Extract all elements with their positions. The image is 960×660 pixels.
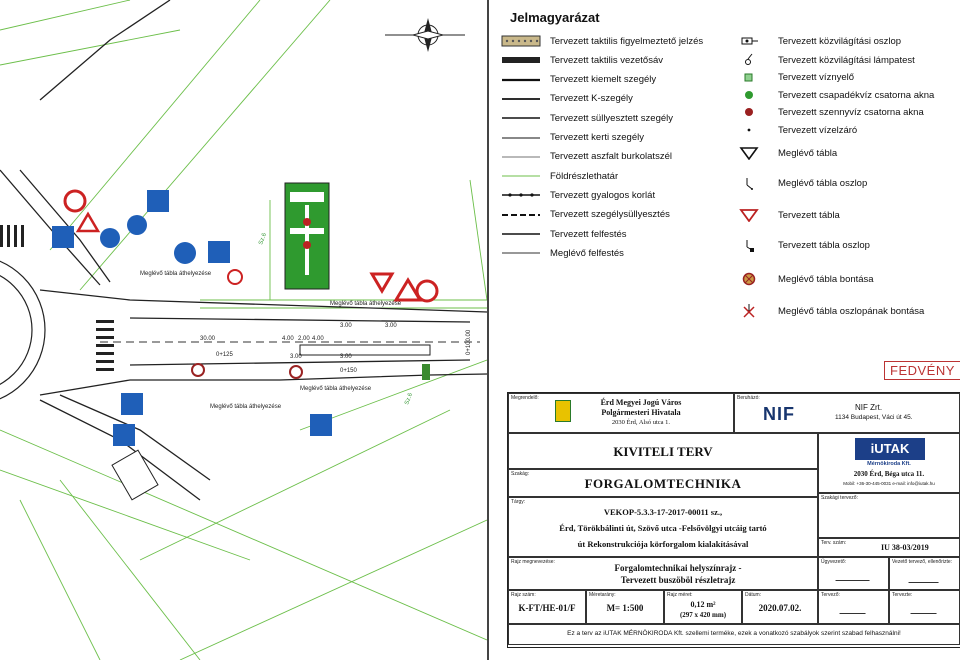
legend-item-tactile-guide — [500, 51, 663, 69]
plan-label: Sz.6 — [258, 232, 268, 246]
client-address: 2030 Érd, Alsó utca 1. — [611, 419, 671, 426]
drawing-number-label: Rajz szám: — [511, 592, 536, 598]
plan-label: 3.00 — [340, 354, 352, 360]
signature-icon — [839, 605, 868, 614]
legend-label: Tervezett kerti szegély — [550, 132, 644, 143]
designer-cell — [818, 433, 960, 493]
legend-title: Jelmagyarázat — [510, 10, 600, 25]
legend-label: Tervezett víznyelő — [778, 71, 855, 83]
tactile-guide-icon — [500, 53, 542, 67]
legend-item-water-drain — [728, 68, 854, 86]
sheet-divider — [487, 0, 489, 660]
water-drain-icon — [728, 70, 770, 84]
legend-label: Földrészlethatár — [550, 170, 619, 182]
legend-item-sunken-curb — [500, 109, 673, 127]
legend-item-planned-sign-post — [728, 236, 870, 254]
reviewer-label: Szakági tervező: — [821, 495, 858, 501]
plan-label: 3.00 — [290, 354, 302, 360]
plan-label: 4.00 — [282, 336, 294, 342]
water-valve-icon — [728, 123, 770, 137]
chief-designer-label: Vezető tervező, ellenőrizte: — [892, 559, 953, 565]
designer-sub: Mérnökiroda Kft. — [867, 461, 911, 467]
legend-label: Meglévő tábla oszlopának bontása — [778, 305, 925, 317]
drawing-number: K-FT/HE-01/F — [518, 603, 576, 613]
legend-item-existing-marking — [500, 244, 624, 262]
storm-manhole-icon — [728, 88, 770, 102]
plan-label: 2.00 — [298, 336, 310, 342]
legend-label: Tervezett csapadékvíz csatorna akna — [778, 89, 935, 101]
builder-label: Beruházó: — [737, 395, 760, 401]
garden-curb-icon — [500, 131, 542, 145]
plan-number: IU 38-03/2019 — [881, 543, 929, 552]
project-label: Tárgy: — [511, 499, 526, 505]
designer-address: 2030 Érd, Béga utca 11. — [853, 470, 925, 478]
zebra-crossing — [96, 320, 114, 371]
discipline-label: Szakág: — [511, 471, 530, 477]
direction-sign — [285, 183, 329, 289]
legend-item-parcel-boundary — [500, 167, 618, 185]
scale: M= 1:500 — [606, 603, 644, 613]
designer-role-label: Tervező: — [821, 592, 840, 598]
plan-label: 0+150 — [340, 368, 357, 374]
footer-cell — [508, 624, 960, 645]
plan-label: Meglévő tábla áthelyezése — [330, 301, 402, 307]
legend-label: Meglévő tábla oszlop — [778, 177, 868, 189]
plan-label: 30.00 — [200, 336, 216, 342]
legend-item-planned-sign — [728, 206, 840, 224]
manager-label: Ügyvezető: — [821, 559, 847, 565]
legend-label: Meglévő tábla bontása — [778, 273, 874, 285]
sunken-curb-icon — [500, 111, 542, 125]
title-block — [507, 392, 960, 648]
legend-item-planned-marking — [500, 225, 627, 243]
client-label: Megrendelő: — [511, 395, 539, 401]
plan-label: Meglévő tábla áthelyezése — [300, 386, 372, 392]
legend-label: Tervezett taktilis figyelmeztető jelzés — [550, 35, 704, 47]
legend-item-pedestrian-railing — [500, 186, 655, 204]
sign-post-removal-icon — [728, 304, 770, 318]
designer-contact: Mobil: +36-30-445-0031 e-mail: info@iutak.hu — [843, 481, 935, 486]
legend-label: Tervezett taktilis vezetősáv — [550, 54, 663, 66]
legend-item-sign-post-removal — [728, 302, 924, 320]
legend-item-street-light-pole — [728, 32, 901, 50]
zebra-crossing-north — [0, 225, 24, 247]
legend-label: Meglévő tábla — [778, 147, 838, 159]
footer-note: Ez a terv az iUTAK MÉRNÖKIRODA Kft. szellemi terméke, ezek a vonatkozó szabályok szerint szabad felhasználni! — [567, 630, 901, 637]
plan-label: 3.00 — [340, 323, 352, 329]
project-line: út Rekonstrukciója körforgalom kialakításával — [577, 539, 749, 549]
street-light-pole-icon — [728, 34, 770, 48]
planned-sign-icon — [728, 208, 770, 222]
legend-item-asphalt-edge — [500, 148, 672, 166]
planned-marking-icon — [500, 227, 542, 241]
iutak-logo-icon: iUTAK — [855, 438, 925, 460]
signature-icon — [835, 572, 872, 581]
legend-item-existing-sign-post — [728, 174, 867, 192]
asphalt-edge-icon — [500, 150, 542, 164]
legend-item-storm-manhole — [728, 86, 934, 104]
client-office: Polgármesteri Hivatala — [601, 408, 681, 417]
plan-label: Meglévő tábla áthelyezése — [210, 404, 282, 410]
street-light-fixture-icon — [728, 53, 770, 67]
reviewer-cell — [818, 493, 960, 538]
chief-designer-cell — [889, 557, 960, 590]
legend-item-sewer-manhole — [728, 103, 924, 121]
size-cell — [664, 590, 742, 624]
bus-stop-marker — [422, 364, 430, 380]
project-line: VEKOP-5.3.3-17-2017-00011 sz., — [603, 507, 723, 517]
builder-address: 1134 Budapest, Váci út 45. — [835, 414, 913, 421]
roundabout — [0, 255, 45, 405]
tactile-warning-icon — [500, 34, 542, 48]
date-label: Dátum: — [745, 592, 762, 598]
sewer-manhole-icon — [728, 105, 770, 119]
bus-bay-island — [300, 345, 430, 355]
plan-label: 0+100.00 — [466, 329, 472, 355]
planned-sign-post-icon — [728, 238, 770, 252]
drawing-number-cell — [508, 590, 586, 624]
legend-label: Tervezett vízelzáró — [778, 124, 858, 136]
legend-label: Tervezett tábla oszlop — [778, 239, 870, 251]
drawing-title-cell — [508, 557, 818, 590]
size-format: (297 x 420 mm) — [679, 611, 727, 619]
legend-item-existing-sign — [728, 144, 837, 162]
drawing-title-line: Tervezett buszöböl részletrajz — [620, 575, 736, 585]
parcel-boundary-icon — [500, 169, 542, 183]
legend-item-curb-lowering — [500, 206, 670, 224]
k-curb-icon — [500, 92, 542, 106]
legend-label: Tervezett K-szegély — [550, 93, 633, 105]
builder-name: NIF Zrt. — [855, 403, 883, 412]
legend-label: Tervezett szennyvíz csatorna akna — [778, 106, 924, 118]
legend-label: Tervezett szegélysüllyesztés — [550, 209, 670, 221]
existing-sign-post-icon — [728, 176, 770, 190]
legend-item-k-curb — [500, 90, 633, 108]
curb-lowering-icon — [500, 208, 542, 222]
road-edges — [0, 0, 487, 500]
scale-label: Méretarány: — [589, 592, 616, 598]
date-cell — [742, 590, 818, 624]
project-line: Érd, Törökbálinti út, Szövő utca -Felsővölgyi utcáig tartó — [559, 523, 767, 533]
legend-label: Meglévő felfestés — [550, 247, 624, 259]
overlay-stamp: FEDVÉNY — [884, 361, 960, 380]
north-arrow-icon — [385, 20, 465, 50]
drafter-label: Tervezte: — [892, 592, 913, 598]
signature-icon — [908, 574, 941, 583]
client-name: Érd Megyei Jogú Város — [600, 398, 682, 407]
legend-item-street-light-fixture — [728, 51, 915, 69]
plan-label: 3.00 — [385, 323, 397, 329]
project-cell — [508, 497, 818, 557]
legend-label: Tervezett aszfalt burkolatszél — [550, 151, 672, 163]
legend-item-water-valve — [728, 121, 857, 139]
legend-label: Tervezett gyalogos korlát — [550, 189, 656, 201]
legend-label: Tervezett felfestés — [550, 228, 627, 240]
drawing-title-label: Rajz megnevezése: — [511, 559, 555, 565]
plan-label: 0+125 — [216, 352, 233, 358]
legend-label: Tervezett közvilágítási oszlop — [778, 35, 902, 47]
plan-number-cell — [818, 538, 960, 557]
existing-marking-icon — [500, 246, 542, 260]
legend-label: Tervezett közvilágítási lámpatest — [778, 54, 915, 66]
existing-sign-icon — [728, 146, 770, 160]
legend-label: Tervezett kiemelt szegély — [550, 74, 657, 86]
drawing-title-line: Forgalomtechnikai helyszínrajz - — [614, 563, 742, 573]
size-label: Rajz méret: — [667, 592, 693, 598]
date: 2020.07.02. — [758, 603, 802, 613]
legend-label: Tervezett süllyesztett szegély — [550, 112, 674, 124]
designer-role-cell — [818, 590, 889, 624]
plan-type: KIVITELI TERV — [613, 444, 713, 459]
client-cell — [508, 393, 734, 433]
discipline: FORGALOMTECHNIKA — [584, 476, 742, 491]
legend-item-garden-curb — [500, 129, 644, 147]
legend-label: Tervezett tábla — [778, 209, 840, 221]
nif-logo-icon: NIF — [763, 404, 795, 424]
size-area: 0,12 m² — [690, 600, 716, 609]
legend-item-tactile-warning — [500, 32, 703, 50]
plan-number-label: Terv. szám: — [821, 540, 847, 546]
sign-removal-icon — [728, 272, 770, 286]
drafter-cell — [889, 590, 960, 624]
plan-type-cell — [508, 433, 818, 469]
raised-curb-icon — [500, 73, 542, 87]
plan-label: Sz.6 — [404, 392, 414, 406]
builder-cell — [734, 393, 960, 433]
plan-label: 4.00 — [312, 336, 324, 342]
plan-label: Meglévő tábla áthelyezése — [140, 271, 212, 277]
signature-icon — [910, 605, 939, 614]
legend-item-raised-curb — [500, 71, 656, 89]
discipline-cell — [508, 469, 818, 497]
legend-item-sign-removal — [728, 270, 874, 288]
pedestrian-railing-icon — [500, 188, 542, 202]
scale-cell — [586, 590, 664, 624]
manager-cell — [818, 557, 889, 590]
bus-shelter — [112, 450, 158, 500]
